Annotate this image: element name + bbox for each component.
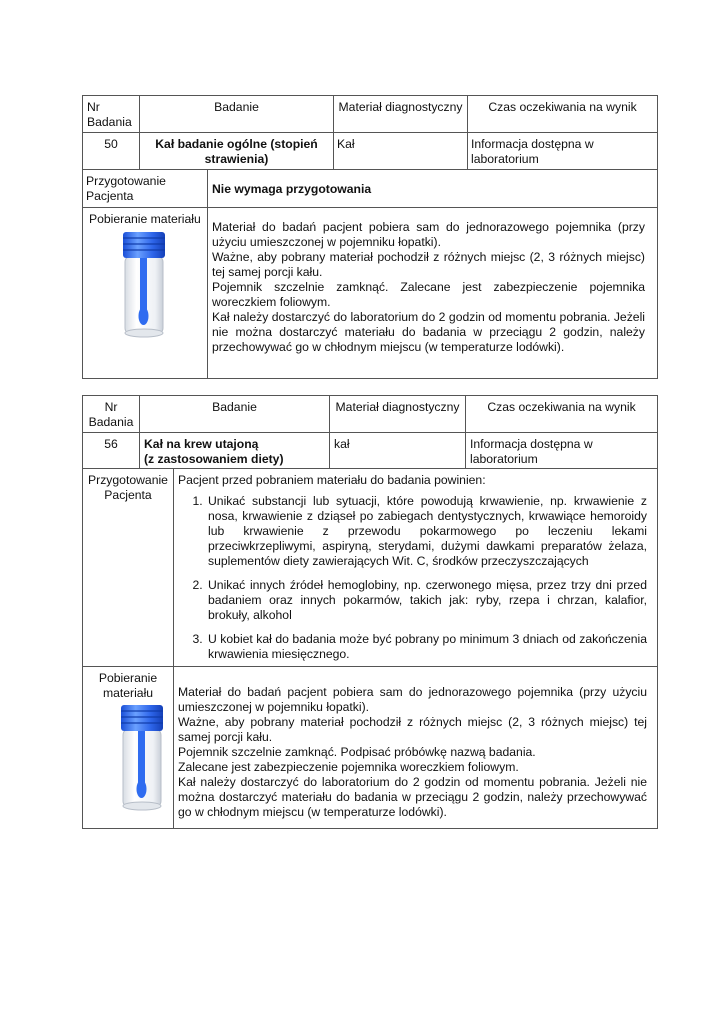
collect-line-1: Materiał do badań pacjent pobiera sam do jednorazowego pojemnika (przy użyciu umieszczonej w pojemniku łopatki). <box>212 220 645 249</box>
row-material: kał <box>329 432 465 468</box>
prep-list <box>178 494 647 662</box>
row-czas: Informacja dostępna w laboratorium <box>465 432 657 468</box>
row-czas: Informacja dostępna w laboratorium <box>467 132 657 169</box>
specimen-container-icon <box>119 703 165 813</box>
prep-item-3: 3. U kobiet kał do badania może być pobrany po minimum 3 dniach od zakończenia krwawienia miesięcznego. <box>206 632 647 662</box>
collect-text <box>173 666 657 828</box>
header-czas: Czas oczekiwania na wynik <box>467 96 657 132</box>
header-nr: Nr Badania <box>88 400 134 429</box>
row-material: Kał <box>333 132 467 169</box>
collect-label: Pobieranie materiału <box>89 212 201 226</box>
prep-text: Nie wymaga przygotowania <box>207 169 657 207</box>
collect-text <box>207 207 657 378</box>
prep-label: Przygotowanie Pacjenta <box>83 468 173 666</box>
collect-line-1: Materiał do badań pacjent pobiera sam do jednorazowego pojemnika (przy użyciu umieszczonej w pojemniku łopatki). <box>178 685 647 714</box>
header-material: Materiał diagnostyczny <box>333 96 467 132</box>
header-badanie: Badanie <box>139 96 333 132</box>
row-badanie: Kał na krew utajoną (z zastosowaniem diety) <box>139 432 329 468</box>
specimen-container-icon <box>121 230 167 340</box>
header-badanie: Badanie <box>139 396 329 432</box>
collect-line-2: Ważne, aby pobrany materiał pochodził z różnych miejsc (2, 3 różnych miejsc) tej samej porcji kału. <box>212 250 645 279</box>
prep-content <box>173 468 657 666</box>
header-nr: Nr Badania <box>87 100 132 129</box>
row-nr: 50 <box>83 132 139 169</box>
collect-line-2: Ważne, aby pobrany materiał pochodził z różnych miejsc (2, 3 różnych miejsc) tej samej porcji kału. <box>178 715 647 744</box>
row-nr: 56 <box>83 432 139 468</box>
prep-label: Przygotowanie Pacjenta <box>83 169 207 207</box>
header-czas: Czas oczekiwania na wynik <box>465 396 657 432</box>
collect-label-cell <box>83 207 207 378</box>
prep-intro: Pacjent przed pobraniem materiału do badania powinien: <box>178 473 486 487</box>
collect-line-5: Kał należy dostarczyć do laboratorium do 2 godzin od momentu pobrania. Jeżeli nie można dostarczyć materiału do badania w przeciągu 2 godzin, należy przechowywać go w chłodnym miejscu (w temperaturze lodówki). <box>178 775 647 819</box>
collect-label: Pobieranie materiału <box>98 671 158 700</box>
collect-line-3: Pojemnik szczelnie zamknąć. Zalecane jest zabezpieczenie pojemnika woreczkiem foliowym. <box>212 280 645 309</box>
collect-line-3: Pojemnik szczelnie zamknąć. Podpisać próbówkę nazwą badania. <box>178 745 536 759</box>
collect-line-4: Zalecane jest zabezpieczenie pojemnika woreczkiem foliowym. <box>178 760 519 774</box>
header-material: Materiał diagnostyczny <box>329 396 465 432</box>
row-badanie: Kał badanie ogólne (stopień strawienia) <box>139 132 333 169</box>
collect-line-4: Kał należy dostarczyć do laboratorium do 2 godzin od momentu pobrania. Jeżeli nie można dostarczyć materiału do badania w przeciągu 2 godzin, należy przechowywać go w chłodnym miejscu (w temperaturze lodówki). <box>212 310 645 354</box>
collect-label-cell <box>83 666 173 828</box>
exam-table-1 <box>82 95 658 379</box>
prep-item-2: 2. Unikać innych źródeł hemoglobiny, np. czerwonego mięsa, przez trzy dni przed badaniem oraz innych pokarmów, takich jak: ryby, rzepa i chrzan, kalafior, brokuły, alkohol <box>206 578 647 623</box>
prep-item-1: 1. Unikać substancji lub sytuacji, które powodują krwawienie, np. krwawienie z nosa, krwawienie z dziąseł po zabiegach dentystycznych, krwawiące hemoroidy lub krwawienie z przewodu pokarmowego po leczeniu lekami przeciwkrzepliwymi, aspiryną, sterydami, dużymi dawkami preparatów żelaza, suplementów diety zawierających Wit. C, środków przeczyszczających <box>206 494 647 569</box>
exam-table-2 <box>82 395 658 829</box>
